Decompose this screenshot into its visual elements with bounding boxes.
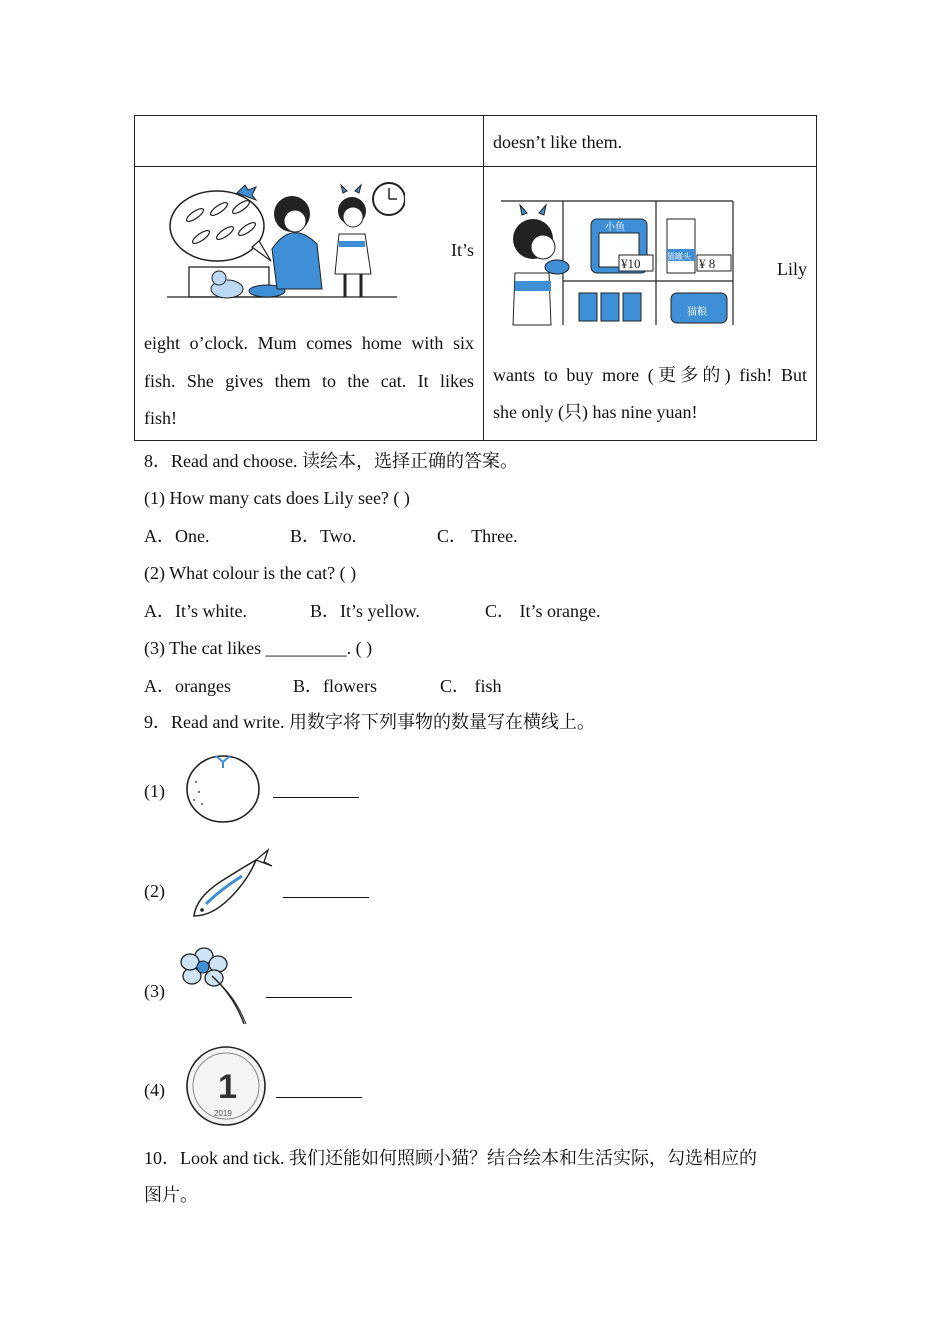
q9-label-3: (3) — [144, 981, 165, 1001]
coin-year: 2019 — [214, 1109, 232, 1118]
q9-label-2: (2) — [144, 881, 165, 901]
q9-answer-blank-3[interactable] — [266, 997, 352, 998]
story-cell-mum-cat — [135, 167, 484, 441]
q8-title: 8．Read and choose. 读绘本，选择正确的答案。 — [144, 451, 518, 471]
story-table — [134, 115, 817, 441]
q10-title-line1: 10．Look and tick. 我们还能如何照顾小猫？结合绘本和生活实际，勾选相应的 — [144, 1148, 757, 1168]
q8-option-b[interactable]: B．Two. — [290, 526, 357, 546]
story-line: fish. She gives them to the cat. It likes — [144, 371, 474, 391]
price-10: ¥10 — [621, 256, 641, 271]
flower-icon — [178, 946, 250, 1028]
story-cell-empty — [135, 116, 484, 167]
story-line: eight o’clock. Mum comes home with six — [144, 333, 474, 353]
story-text-its: It’s — [450, 240, 474, 260]
q8-option-a[interactable]: A．One. — [144, 526, 210, 546]
q9-answer-blank-2[interactable] — [283, 897, 369, 898]
q8-question-3: (3) The cat likes _________. ( ) — [144, 638, 373, 658]
q8-question-1: (1) How many cats does Lily see? ( ) — [144, 488, 410, 508]
mum-feeding-cat-illustration — [167, 179, 405, 309]
q10-title-line2: 图片。 — [144, 1185, 198, 1205]
story-line: wants to buy more (更多的) fish! But — [493, 365, 807, 385]
story-cell-lily-shop — [484, 167, 817, 441]
can-label: 猫罐头 — [667, 252, 691, 261]
story-line: she only (只) has nine yuan! — [493, 402, 698, 422]
story-text: doesn’t like them. — [493, 132, 623, 152]
q9-answer-blank-4[interactable] — [276, 1097, 362, 1098]
story-line: fish! — [144, 408, 177, 428]
coin-icon — [184, 1044, 268, 1128]
q9-label-1: (1) — [144, 781, 165, 801]
q8-option-c[interactable]: C． Three. — [437, 526, 518, 546]
q9-label-4: (4) — [144, 1080, 165, 1100]
q9-answer-blank-1[interactable] — [273, 797, 359, 798]
coin-digit: 1 — [218, 1068, 237, 1106]
sign-xiaoyu: 小鱼 — [605, 222, 625, 233]
q9-title: 9．Read and write. 用数字将下列事物的数量写在横线上。 — [144, 712, 595, 732]
story-cell-continuation — [484, 116, 817, 167]
q8-option-c[interactable]: C． It’s orange. — [485, 601, 601, 621]
lily-shop-illustration — [501, 197, 735, 327]
q8-question-2: (2) What colour is the cat? ( ) — [144, 563, 357, 583]
sign-maoliang: 猫粮 — [687, 307, 707, 318]
fish-icon — [186, 846, 276, 926]
q8-option-c[interactable]: C． fish — [440, 676, 502, 696]
story-text-lily: Lily — [777, 259, 807, 279]
q8-option-a[interactable]: A．It’s white. — [144, 601, 247, 621]
q8-option-a[interactable]: A．oranges — [144, 676, 231, 696]
price-8: ¥ 8 — [699, 256, 716, 271]
q8-option-b[interactable]: B．flowers — [293, 676, 377, 696]
orange-icon — [184, 752, 264, 824]
q8-option-b[interactable]: B．It’s yellow. — [310, 601, 420, 621]
